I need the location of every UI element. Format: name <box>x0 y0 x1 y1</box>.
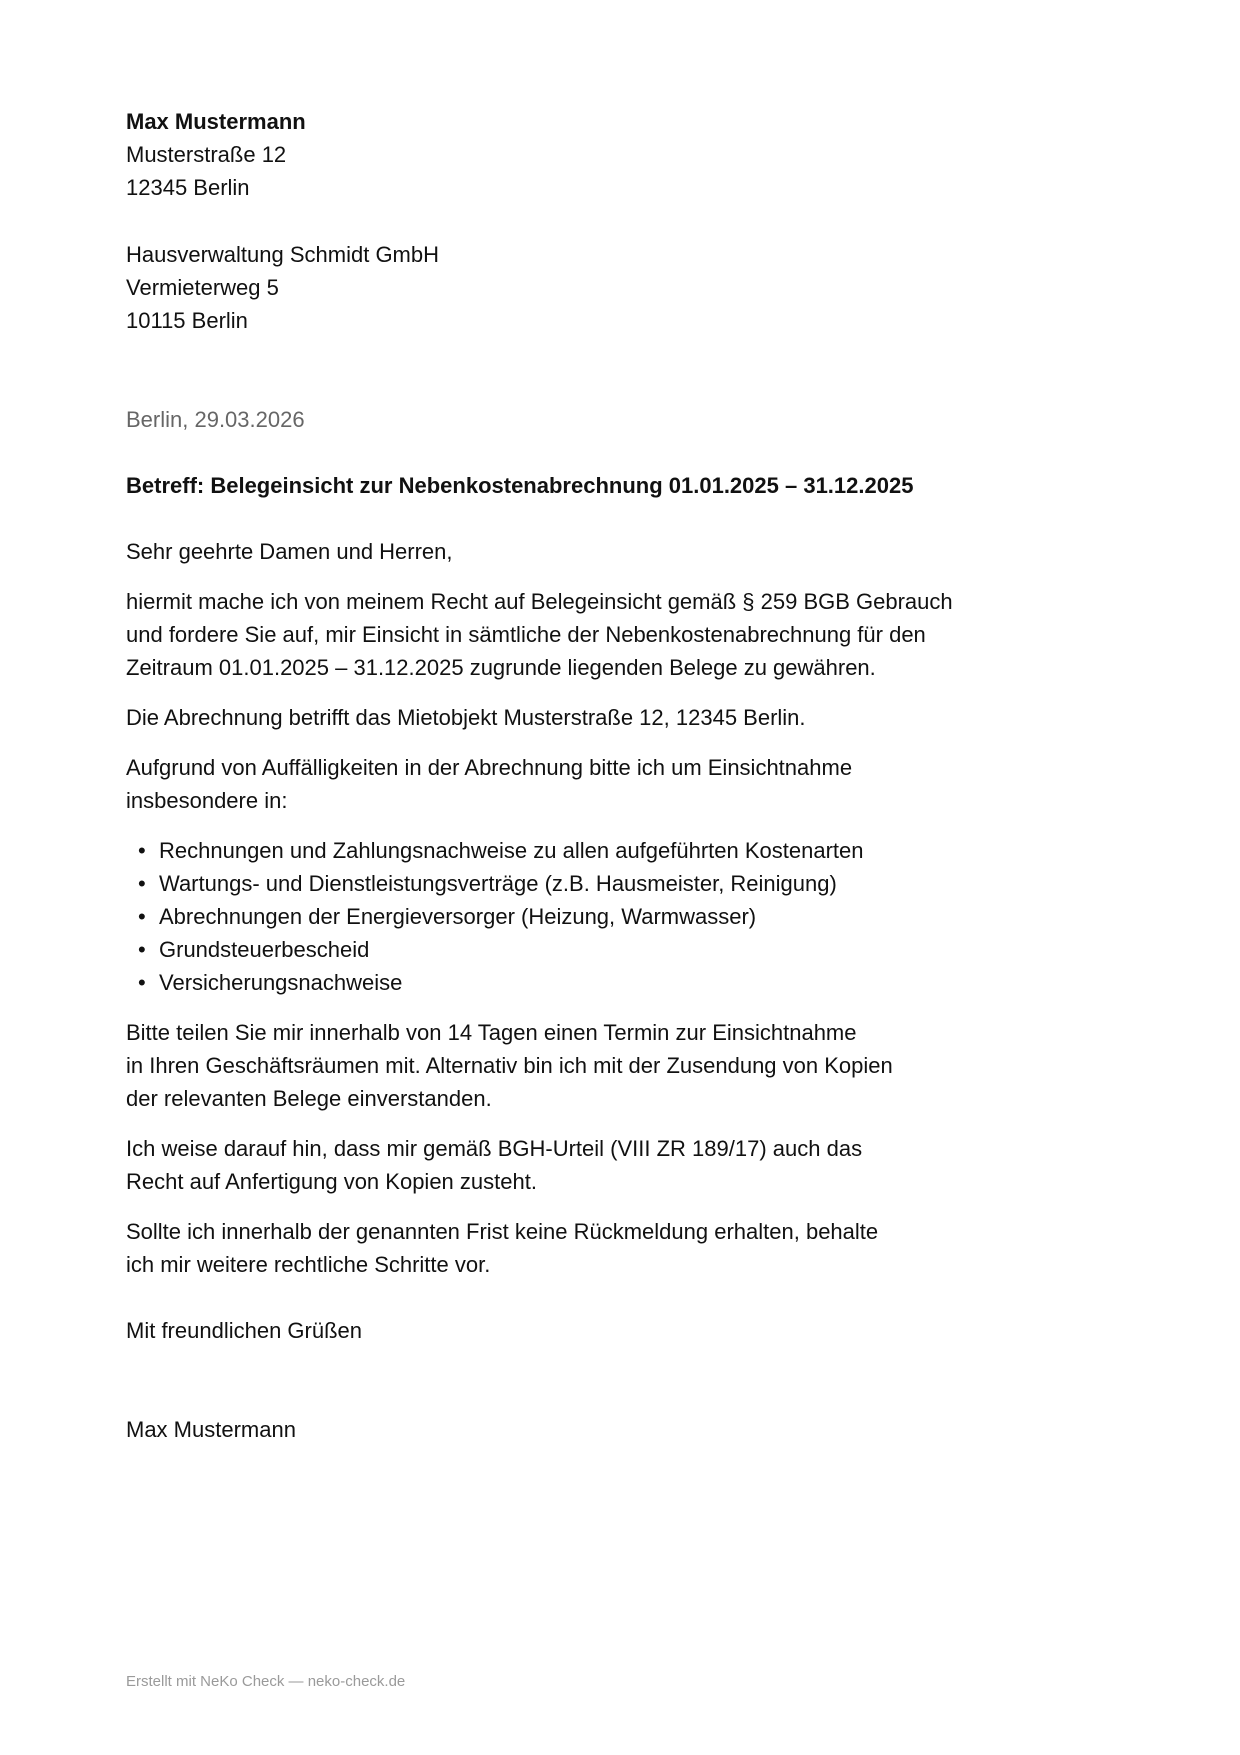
recipient-city: 10115 Berlin <box>126 308 248 333</box>
text-line: insbesondere in: <box>126 788 288 813</box>
sender-city: 12345 Berlin <box>126 175 250 200</box>
list-item-text: Wartungs- und Dienstleistungsverträge (z.B. Hausmeister, Reinigung) <box>159 871 837 896</box>
signature: Max Mustermann <box>126 1417 296 1442</box>
bullet-icon: • <box>138 937 146 962</box>
footer-credit: Erstellt mit NeKo Check — neko-check.de <box>126 1673 406 1690</box>
list-item <box>126 966 1116 999</box>
list-item-text: Versicherungsnachweise <box>159 970 403 995</box>
bullet-icon: • <box>138 871 146 896</box>
text-line: Die Abrechnung betrifft das Mietobjekt Musterstraße 12, 12345 Berlin. <box>126 705 806 730</box>
paragraph-reason <box>126 751 1116 817</box>
salutation: Sehr geehrte Damen und Herren, <box>126 539 453 564</box>
recipient-company: Hausverwaltung Schmidt GmbH <box>126 242 440 267</box>
closing: Mit freundlichen Grüßen <box>126 1318 362 1343</box>
text-line: Ich weise darauf hin, dass mir gemäß BGH-Urteil (VIII ZR 189/17) auch das <box>126 1136 863 1161</box>
sender-street: Musterstraße 12 <box>126 142 287 167</box>
recipient-street: Vermieterweg 5 <box>126 275 279 300</box>
text-line: ich mir weitere rechtliche Schritte vor. <box>126 1252 491 1277</box>
list-item <box>126 834 1116 867</box>
bullet-icon: • <box>138 904 146 929</box>
text-line: in Ihren Geschäftsräumen mit. Alternativ bin ich mit der Zusendung von Kopien <box>126 1053 893 1078</box>
list-item-text: Abrechnungen der Energieversorger (Heizung, Warmwasser) <box>159 904 757 929</box>
bullet-icon: • <box>138 838 146 863</box>
list-item-text: Grundsteuerbescheid <box>159 937 370 962</box>
paragraph-intro <box>126 585 1116 684</box>
list-item <box>126 933 1116 966</box>
paragraph-object <box>126 701 1116 734</box>
documents-list <box>126 834 1116 999</box>
text-line: hiermit mache ich von meinem Recht auf Belegeinsicht gemäß § 259 BGB Gebrauch <box>126 589 953 614</box>
paragraph-legal <box>126 1132 1116 1198</box>
text-line: der relevanten Belege einverstanden. <box>126 1086 492 1111</box>
text-line: und fordere Sie auf, mir Einsicht in sämtliche der Nebenkostenabrechnung für den <box>126 622 926 647</box>
letter-page <box>126 105 1116 1446</box>
recipient-address <box>126 238 1116 337</box>
list-item-text: Rechnungen und Zahlungsnachweise zu allen aufgeführten Kostenarten <box>159 838 864 863</box>
text-line: Zeitraum 01.01.2025 – 31.12.2025 zugrunde liegenden Belege zu gewähren. <box>126 655 876 680</box>
list-item <box>126 867 1116 900</box>
text-line: Sollte ich innerhalb der genannten Frist keine Rückmeldung erhalten, behalte <box>126 1219 879 1244</box>
text-line: Aufgrund von Auffälligkeiten in der Abrechnung bitte ich um Einsichtnahme <box>126 755 853 780</box>
subject-line: Betreff: Belegeinsicht zur Nebenkostenabrechnung 01.01.2025 – 31.12.2025 <box>126 473 914 498</box>
text-line: Bitte teilen Sie mir innerhalb von 14 Tagen einen Termin zur Einsichtnahme <box>126 1020 857 1045</box>
text-line: Recht auf Anfertigung von Kopien zusteht. <box>126 1169 537 1194</box>
date-line: Berlin, 29.03.2026 <box>126 407 305 432</box>
sender-name: Max Mustermann <box>126 109 306 134</box>
paragraph-warning <box>126 1215 1116 1281</box>
bullet-icon: • <box>138 970 146 995</box>
list-item <box>126 900 1116 933</box>
sender-address <box>126 105 1116 204</box>
paragraph-deadline <box>126 1016 1116 1115</box>
